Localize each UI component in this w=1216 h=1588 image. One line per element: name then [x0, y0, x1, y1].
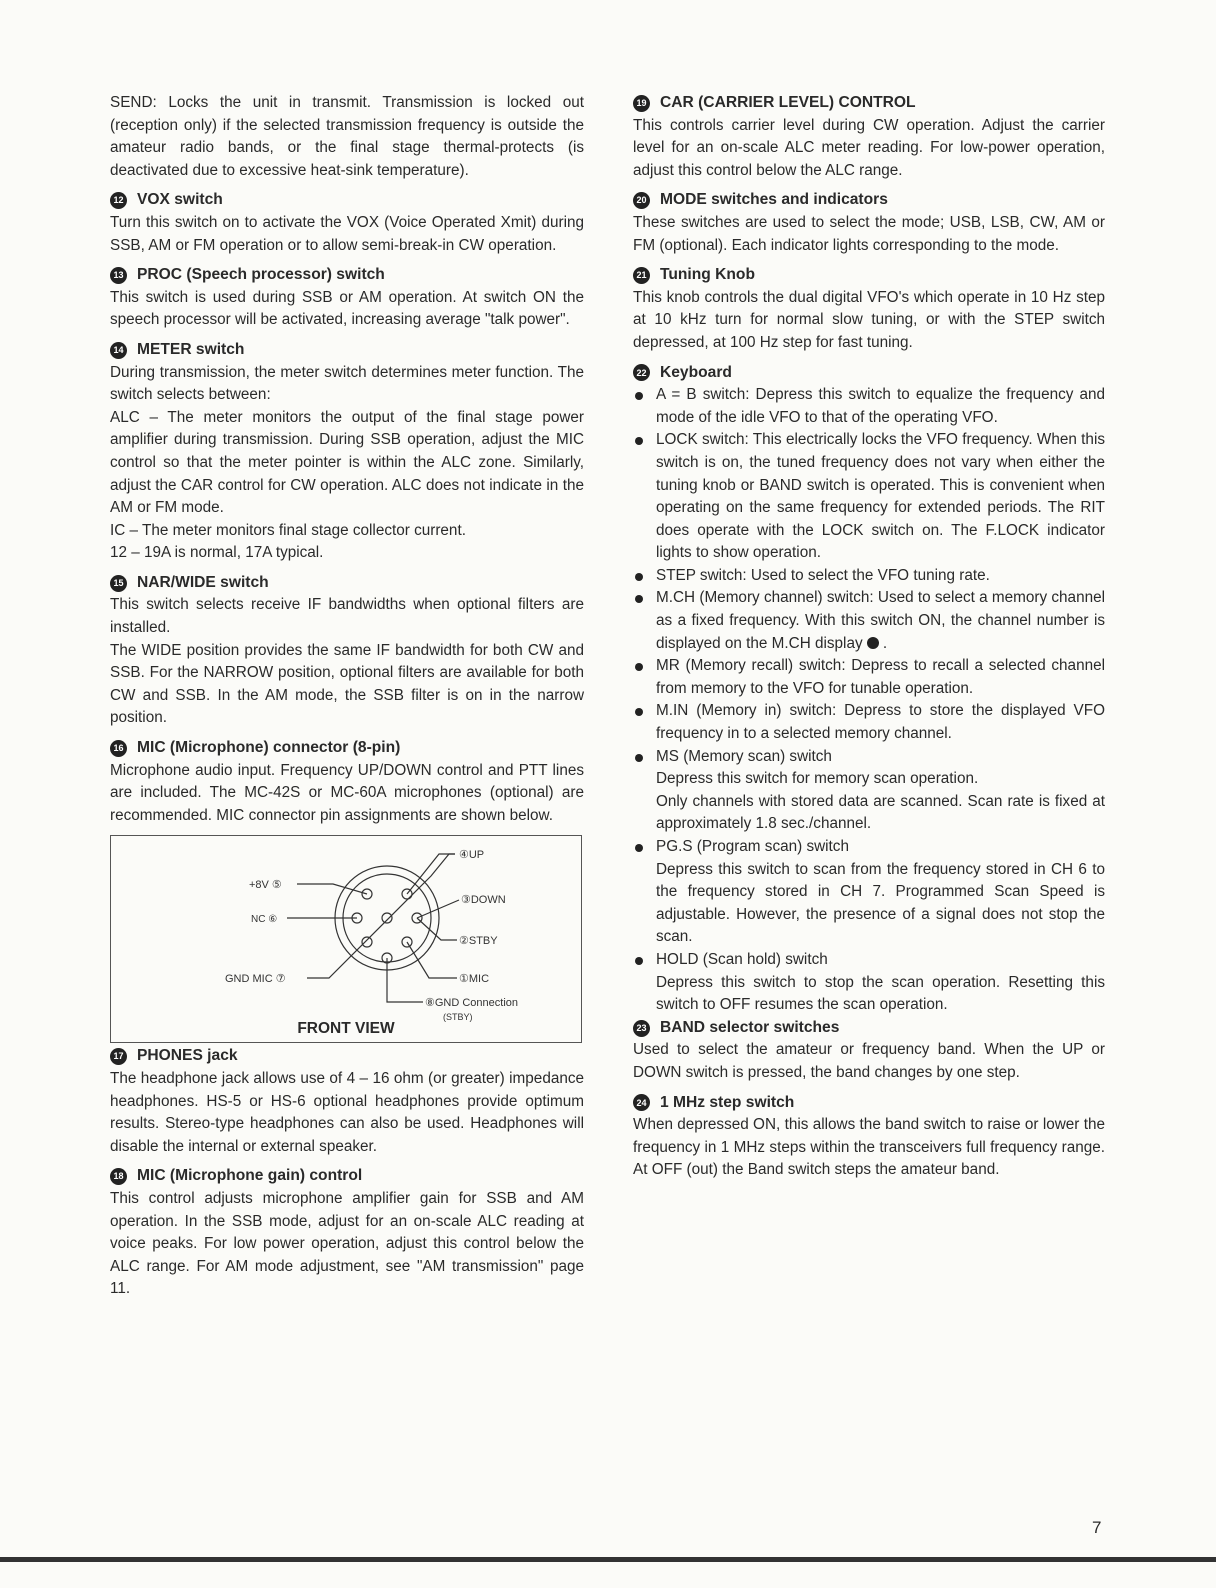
section-heading-mic-gain: [110, 1165, 584, 1188]
hold-desc: Depress this switch to stop the scan operation. Resetting this switch to OFF resumes the scan operation.: [656, 973, 1105, 1014]
pin-8: [382, 913, 392, 923]
section-heading-mic-connector: [110, 737, 584, 760]
section-heading-mode: [633, 189, 1105, 212]
phones-paragraph: The headphone jack allows use of 4 – 16 ohm (or greater) impedance headphones. HS-5 or HS-6 optional headphones provide optimum results. Stereo-type headphones can also be used. Headphones will disable the internal or external speaker.: [110, 1070, 584, 1155]
meter-alc-paragraph: ALC – The meter monitors the output of the final stage power amplifier during transmission. During SSB operation, adjust the MIC control so that the meter pointer is within the ALC zone. Similarly, adjust the CAR control for CW operation. ALC does not indicate in the AM or FM mode.: [110, 408, 584, 517]
item-number-24: 24: [633, 1094, 650, 1111]
item-number-17: 17: [110, 1048, 127, 1065]
meter-paragraph: During transmission, the meter switch determines meter function. The switch selects between:: [110, 363, 584, 404]
section-heading-keyboard: [633, 362, 1105, 385]
lead-down: [417, 900, 459, 918]
bottom-rule: [0, 1557, 1216, 1562]
item-number-16: 16: [110, 740, 127, 757]
send-paragraph: SEND: Locks the unit in transmit. Transmission is locked out (reception only) if the selected transmission frequency is outside the amateur radio bands, or the final stage thermal-protects (is deactivated due to excessive heat-sink temperature).: [110, 94, 584, 179]
section-heading-band: [633, 1017, 1105, 1040]
tuning-paragraph: This knob controls the dual digital VFO's which operate in 10 Hz step at 10 kHz turn for normal slow tuning, or with the STEP switch depressed, at 100 Hz step for fast tuning.: [633, 288, 1105, 351]
heading-text: PHONES jack: [137, 1047, 238, 1065]
pin-gnd-sub-label: (STBY): [443, 1012, 473, 1023]
section-heading-proc: [110, 264, 584, 287]
mic-connector-paragraph: Microphone audio input. Frequency UP/DOWN control and PTT lines are included. The MC-42S or MC-60A microphones (optional) are recommended. MIC connector pin assignments are shown below.: [110, 761, 584, 824]
ms-title: MS (Memory scan) switch: [656, 747, 832, 765]
list-item: STEP switch: Used to select the VFO tuning rate.: [633, 565, 1105, 588]
heading-text: 1 MHz step switch: [660, 1093, 795, 1111]
lead-stby: [417, 918, 457, 940]
section-heading-narwide: [110, 572, 584, 595]
reference-dot-icon: [867, 637, 879, 649]
mic-gain-paragraph: This control adjusts microphone amplifier gain for SSB and AM operation. In the SSB mode, adjust for an on-scale ALC reading at voice peaks. For low power operation, adjust this control below the ALC range. For AM mode adjustment, see "AM transmission" page 11.: [110, 1189, 584, 1298]
item-number-23: 23: [633, 1020, 650, 1037]
list-item: [633, 746, 1105, 836]
narwide-paragraph: This switch selects receive IF bandwidths when optional filters are installed.: [110, 596, 584, 637]
pin-nc-label: NC ⑥: [251, 914, 278, 926]
pin-8v-label: +8V ⑤: [249, 879, 282, 892]
section-heading-phones: [110, 1045, 584, 1068]
heading-text: NAR/WIDE switch: [137, 573, 269, 591]
item-number-20: 20: [633, 192, 650, 209]
item-number-15: 15: [110, 575, 127, 592]
heading-text: Keyboard: [660, 363, 732, 381]
mic-connector-diagram: [110, 835, 582, 1043]
heading-text: Tuning Knob: [660, 266, 755, 284]
lead-gnd: [387, 958, 423, 1002]
meter-ic-values: 12 – 19A is normal, 17A typical.: [110, 544, 324, 562]
pin-gnd-label: ⑧GND Connection: [425, 997, 519, 1010]
pin-stby-label: ②STBY: [459, 935, 498, 948]
meter-ic-paragraph: IC – The meter monitors final stage collector current.: [110, 521, 466, 539]
heading-text: MIC (Microphone gain) control: [137, 1167, 363, 1185]
section-heading-car: [633, 92, 1105, 115]
item-number-19: 19: [633, 95, 650, 112]
pgs-title: PG.S (Program scan) switch: [656, 838, 849, 855]
connector-pinout-svg: [111, 836, 583, 1044]
section-heading-tuning: [633, 264, 1105, 287]
pin-down-label: ③DOWN: [461, 894, 506, 907]
section-heading-vox: [110, 189, 584, 212]
list-item: [633, 836, 1105, 949]
lead-mic: [407, 942, 457, 978]
keyboard-list: [633, 384, 1105, 1017]
item-number-18: 18: [110, 1168, 127, 1185]
item-number-13: 13: [110, 267, 127, 284]
right-column: [633, 92, 1105, 1182]
band-paragraph: Used to select the amateur or frequency band. When the UP or DOWN switch is pressed, the band changes by one step.: [633, 1041, 1105, 1081]
list-item: MR (Memory recall) switch: Depress to recall a selected channel from memory to the VFO for tunable operation.: [633, 655, 1105, 700]
pin-gndmic-label: GND MIC ⑦: [225, 973, 286, 986]
heading-text: CAR (CARRIER LEVEL) CONTROL: [660, 94, 916, 111]
list-item: A = B switch: Depress this switch to equalize the frequency and mode of the idle VFO to that of the operating VFO.: [633, 384, 1105, 429]
item-number-14: 14: [110, 342, 127, 359]
left-column: [110, 92, 584, 1301]
item-number-22: 22: [633, 364, 650, 381]
ms-desc-1: Depress this switch for memory scan operation.: [656, 770, 979, 788]
mch-text: M.CH (Memory channel) switch: Used to select a memory channel as a fixed frequency. With this switch ON, the channel number is displayed on the M.CH display: [656, 589, 1105, 652]
figure-caption: FRONT VIEW: [297, 1019, 395, 1037]
section-heading-1mhz: [633, 1092, 1105, 1115]
heading-text: MODE switches and indicators: [660, 191, 888, 209]
heading-text: VOX switch: [137, 191, 223, 209]
narwide-paragraph-2: The WIDE position provides the same IF bandwidth for both CW and SSB. For the NARROW position, optional filters are available for both CW and SSB. In the AM mode, the SSB filter is on in the narrow position.: [110, 641, 584, 727]
vox-paragraph: Turn this switch on to activate the VOX (Voice Operated Xmit) during SSB, AM or FM operation or to allow semi-break-in CW operation.: [110, 213, 584, 254]
1mhz-paragraph: When depressed ON, this allows the band switch to raise or lower the frequency in 1 MHz steps within the transceivers full frequency range. At OFF (out) the Band switch steps the amateur band.: [633, 1116, 1105, 1179]
pin-7: [362, 937, 372, 947]
proc-paragraph: This switch is used during SSB or AM operation. At switch ON the speech processor will be activated, increasing average "talk power".: [110, 288, 584, 329]
heading-text: PROC (Speech processor) switch: [137, 266, 385, 284]
page-number: 7: [1092, 1518, 1102, 1537]
pin-up-label: ④UP: [459, 849, 485, 862]
ms-desc-2: Only channels with stored data are scanned. Scan rate is fixed at approximately 1.8 sec./channel.: [656, 792, 1105, 833]
mode-paragraph: These switches are used to select the mode; USB, LSB, CW, AM or FM (optional). Each indicator lights corresponding to the mode.: [633, 213, 1105, 254]
list-item: LOCK switch: This electrically locks the VFO frequency. When this switch is on, the tuned frequency does not vary when either the tuning knob or BAND switch is operated. This is convenient when operating on the same frequency for extended periods. The RIT does operate with the LOCK switch on. The F.LOCK indicator lights to show operation.: [633, 429, 1105, 565]
car-paragraph: This controls carrier level during CW operation. Adjust the carrier level for an on-scale ALC meter reading. For low-power operation, adjust this control below the ALC range.: [633, 116, 1105, 179]
list-item: [633, 949, 1105, 1017]
hold-title: HOLD (Scan hold) switch: [656, 950, 828, 968]
item-number-21: 21: [633, 267, 650, 284]
item-number-12: 12: [110, 192, 127, 209]
heading-text: METER switch: [137, 340, 245, 358]
section-heading-meter: [110, 339, 584, 362]
heading-text: MIC (Microphone) connector (8-pin): [137, 739, 401, 757]
lead-gndmic: [307, 854, 455, 978]
pgs-desc: Depress this switch to scan from the frequency stored in CH 6 to the frequency stored in CH 7. Programmed Scan Speed is adjustable. However, the presence of a signal does not stop the scan.: [656, 860, 1105, 946]
list-item: M.CH (Memory channel) switch: Used to select a memory channel as a fixed frequency. With this switch ON, the channel number is displayed on the M.CH display .: [633, 587, 1105, 655]
list-item: M.IN (Memory in) switch: Depress to store the displayed VFO frequency in to a selected memory channel.: [633, 700, 1105, 745]
heading-text: BAND selector switches: [660, 1018, 840, 1036]
pin-mic-label: ①MIC: [459, 973, 490, 986]
